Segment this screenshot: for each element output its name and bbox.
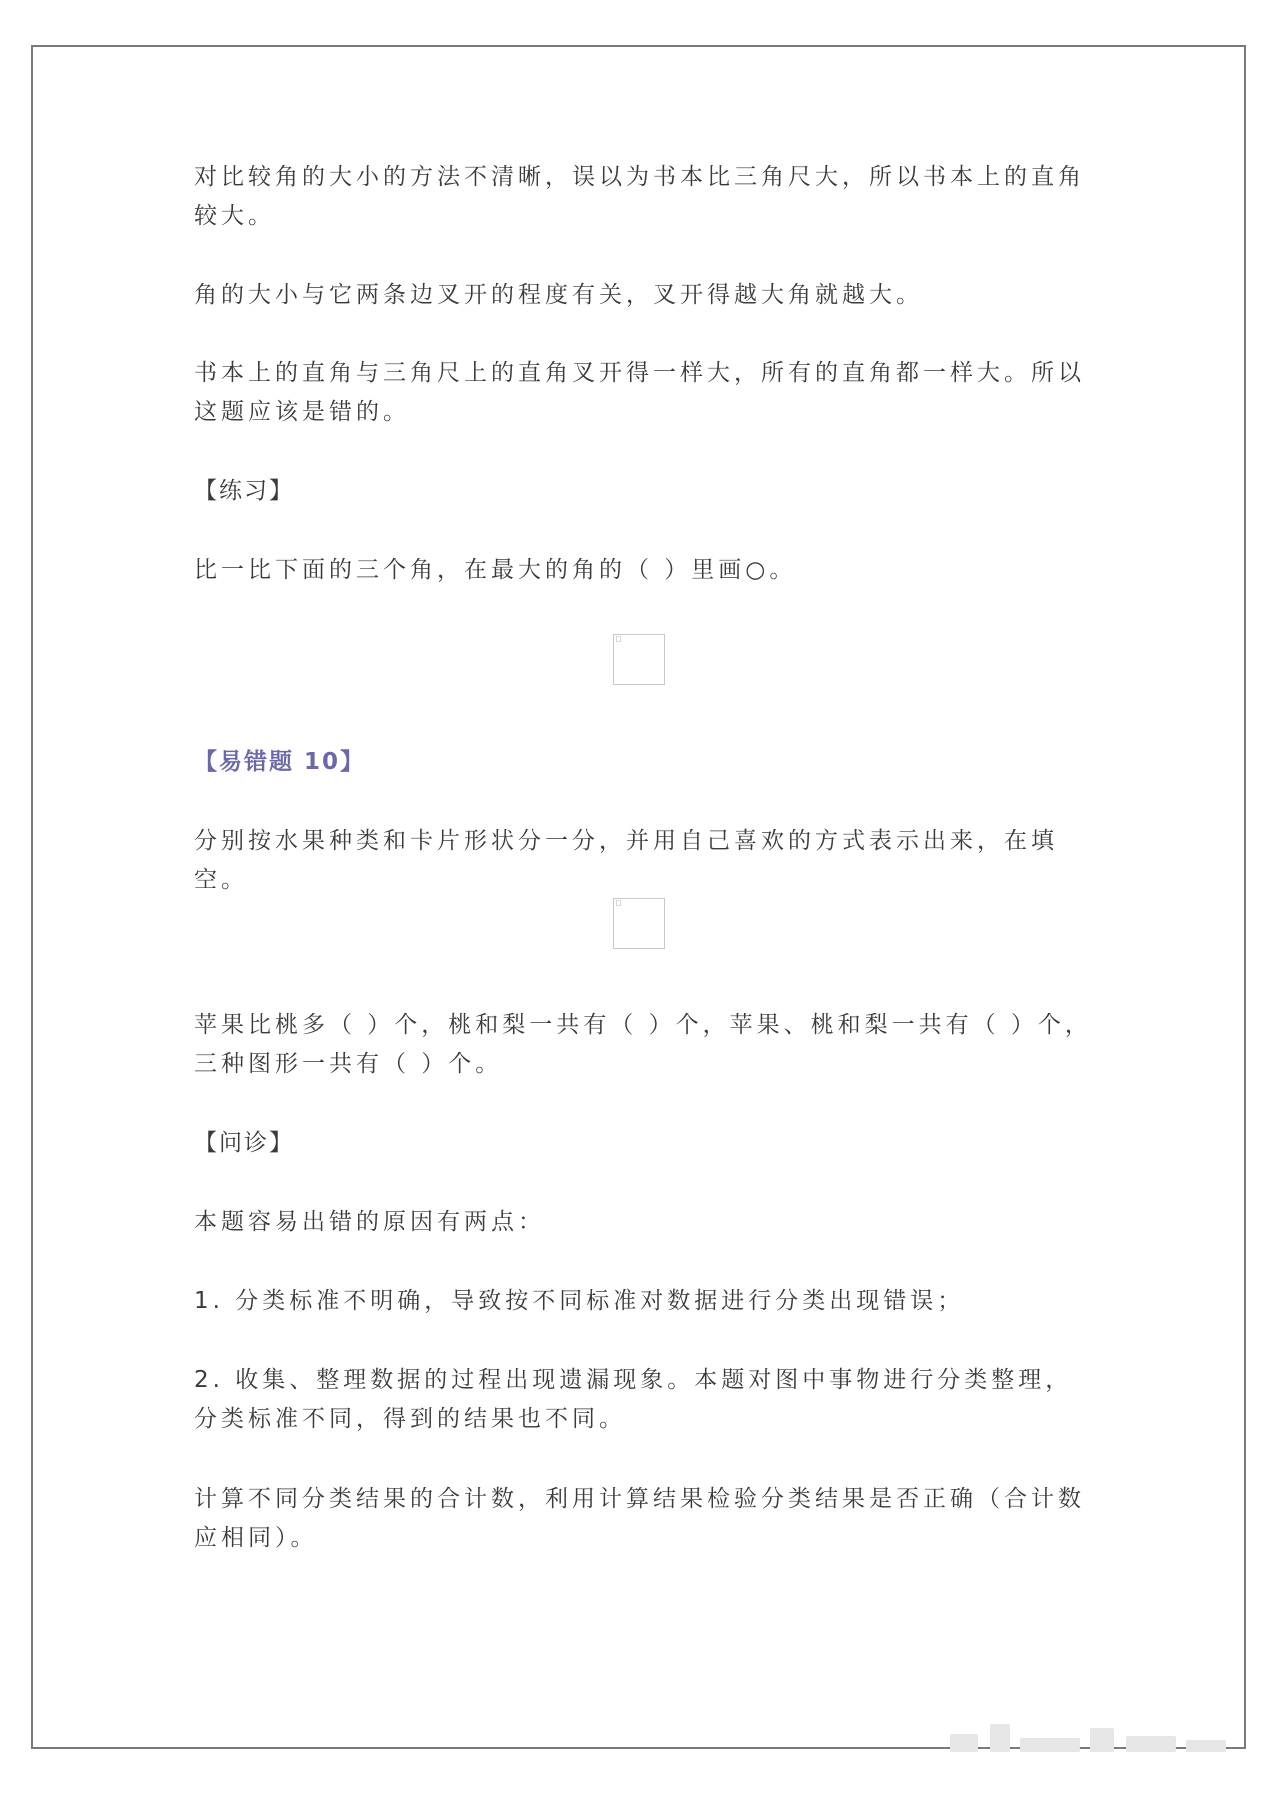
reason-one: 1. 分类标准不明确，导致按不同标准对数据进行分类出现错误； (194, 1288, 965, 1314)
broken-image-icon (616, 636, 621, 642)
angles-image-placeholder (613, 634, 665, 685)
error-question-heading: 【易错题 10】 (194, 749, 366, 775)
fruits-image-placeholder (613, 898, 665, 949)
diagnosis-intro: 本题容易出错的原因有两点： (194, 1209, 545, 1235)
reason-two: 2. 收集、整理数据的过程出现遗漏现象。本题对图中事物进行分类整理，分类标准不同，得到的结果也不同。 (194, 1367, 1073, 1432)
diagnosis-heading: 【问诊】 (194, 1130, 294, 1156)
paragraph-angle-size-rule: 角的大小与它两条边叉开的程度有关，叉开得越大角就越大。 (194, 282, 923, 308)
broken-image-icon (616, 900, 621, 906)
error-question-text: 分别按水果种类和卡片形状分一分，并用自己喜欢的方式表示出来，在填空。 (194, 828, 1058, 893)
paragraph-right-angle-conclusion: 书本上的直角与三角尺上的直角叉开得一样大，所有的直角都一样大。所以这题应该是错的。 (194, 360, 1085, 425)
paragraph-angle-misconception: 对比较角的大小的方法不清晰，误以为书本比三角尺大，所以书本上的直角较大。 (194, 164, 1085, 229)
practice-heading: 【练习】 (194, 478, 294, 504)
watermark-bars (950, 1722, 1250, 1752)
fill-in-blanks-question: 苹果比桃多（ ）个，桃和梨一共有（ ）个，苹果、桃和梨一共有（ ）个，三种图形一共有（ ）个。 (194, 1012, 1092, 1077)
practice-question: 比一比下面的三个角，在最大的角的（ ）里画○。 (194, 557, 797, 583)
conclusion-paragraph: 计算不同分类结果的合计数，利用计算结果检验分类结果是否正确（合计数应相同）。 (194, 1486, 1085, 1551)
